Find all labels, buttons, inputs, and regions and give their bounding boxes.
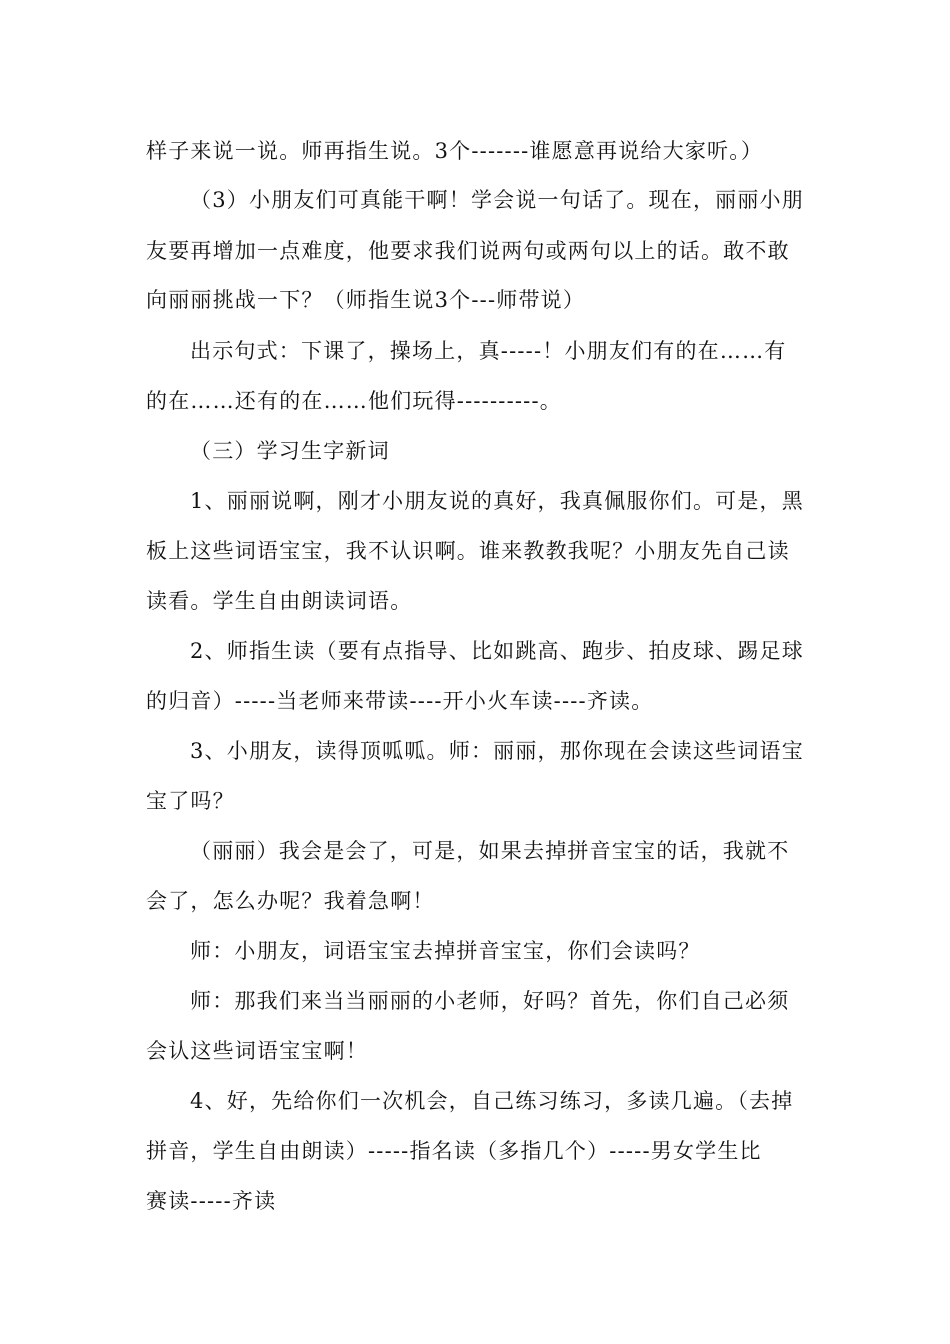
text-line: 2、师指生读（要有点指导、比如跳高、跑步、拍皮球、踢足球 [190,639,804,663]
text-line: 赛读-----齐读 [146,1189,277,1213]
text-line: 向丽丽挑战一下？（师指生说3个---师带说） [146,288,586,312]
text-line: （3）小朋友们可真能干啊！学会说一句话了。现在，丽丽小朋 [190,188,804,212]
text-line: 拼音，学生自由朗读）-----指名读（多指几个）-----男女学生比 [146,1139,762,1163]
text-line: 宝了吗？ [146,789,235,813]
text-line: 的在……还有的在……他们玩得----------。 [146,389,562,413]
text-line: 1、丽丽说啊，刚才小朋友说的真好，我真佩服你们。可是，黑 [190,489,804,513]
text-line: 会认这些词语宝宝啊！ [146,1039,368,1063]
text-line: 读看。学生自由朗读词语。 [146,589,413,613]
text-line: 友要再增加一点难度，他要求我们说两句或两句以上的话。敢不敢 [146,239,790,263]
text-line: 师：那我们来当当丽丽的小老师，好吗？首先，你们自己必须 [190,989,790,1013]
text-line: 出示句式：下课了，操场上，真-----！小朋友们有的在……有 [190,339,787,363]
text-line: 师：小朋友，词语宝宝去掉拼音宝宝，你们会读吗？ [190,939,701,963]
section-heading: （三）学习生字新词 [190,439,390,463]
text-line: 板上这些词语宝宝，我不认识啊。谁来教教我呢？小朋友先自己读 [146,539,790,563]
text-line: 3、小朋友，读得顶呱呱。师：丽丽，那你现在会读这些词语宝 [190,739,804,763]
text-line: 4、好，先给你们一次机会，自己练习练习，多读几遍。（去掉 [190,1089,794,1113]
text-line: 的归音）-----当老师来带读----开小火车读----齐读。 [146,689,654,713]
text-line: 会了，怎么办呢？我着急啊！ [146,889,435,913]
text-line: 样子来说一说。师再指生说。3个-------谁愿意再说给大家听。） [146,139,764,163]
text-line: （丽丽）我会是会了，可是，如果去掉拼音宝宝的话，我就不 [190,839,790,863]
